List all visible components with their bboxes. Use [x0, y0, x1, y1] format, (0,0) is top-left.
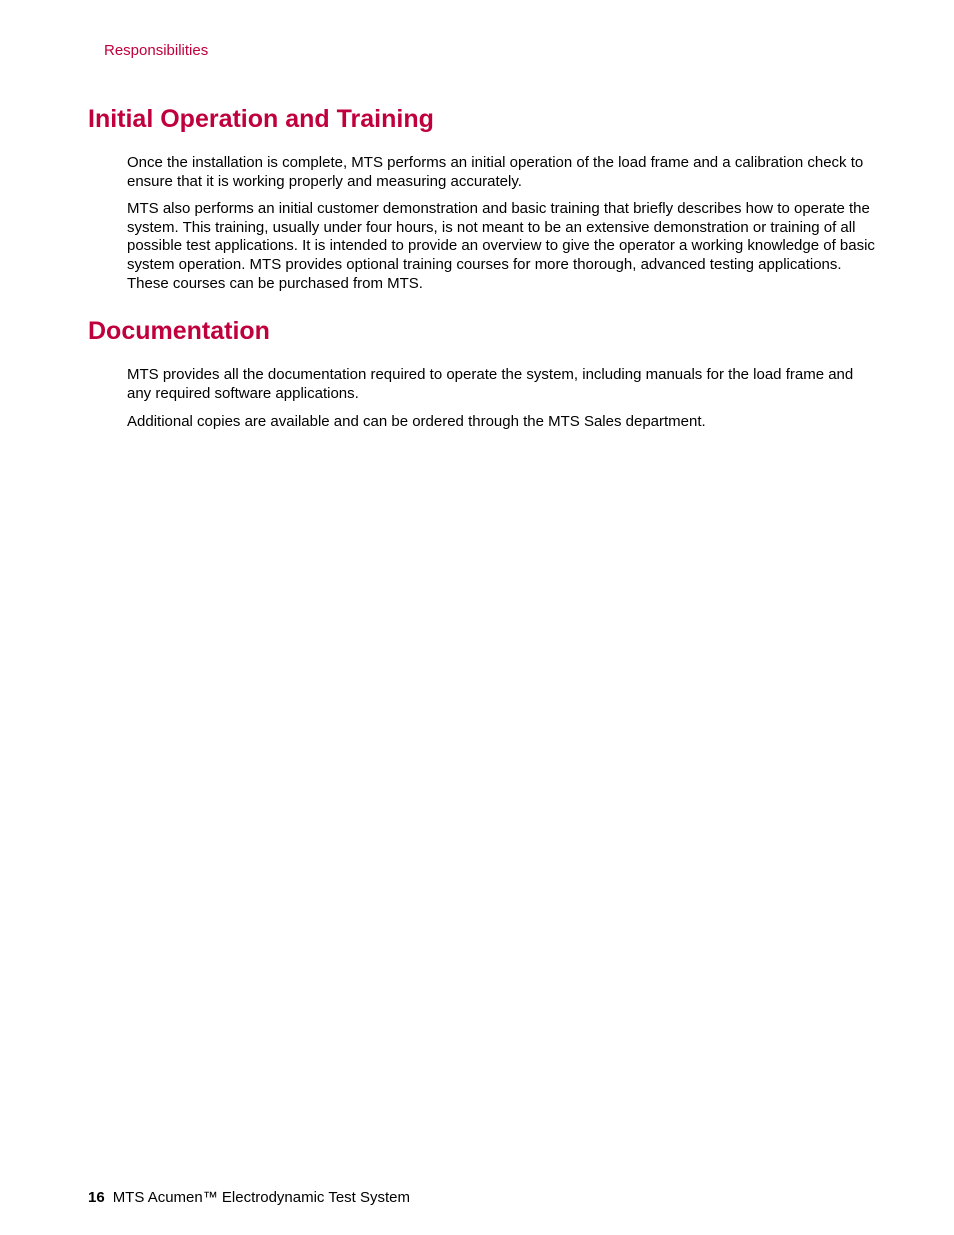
paragraph: Additional copies are available and can be ordered through the MTS Sales department. — [127, 413, 706, 430]
running-header: Responsibilities — [104, 42, 209, 59]
document-title: MTS Acumen™ Electrodynamic Test System — [112, 1189, 411, 1206]
page-number: 16 — [88, 1189, 105, 1206]
page-footer — [88, 1189, 410, 1206]
paragraph: MTS also performs an initial customer demonstration and basic training that briefly describes how to operate the system. This training, usually under four hours, is not meant to be an extensive demonstration or training of all possible test applications. It is intended to provide an overview to give the operator a working knowledge of basic system operation. MTS provides optional training courses for more thorough, advanced testing applications. These courses can be purchased from MTS. — [127, 200, 875, 292]
section-title-documentation: Documentation — [88, 317, 270, 345]
paragraph: MTS provides all the documentation required to operate the system, including manuals for the load frame and any required software applications. — [127, 366, 854, 402]
paragraph: Once the installation is complete, MTS performs an initial operation of the load frame and a calibration check to ensure that it is working properly and measuring accurately. — [127, 154, 864, 190]
section-title-initial-operation: Initial Operation and Training — [88, 105, 434, 133]
